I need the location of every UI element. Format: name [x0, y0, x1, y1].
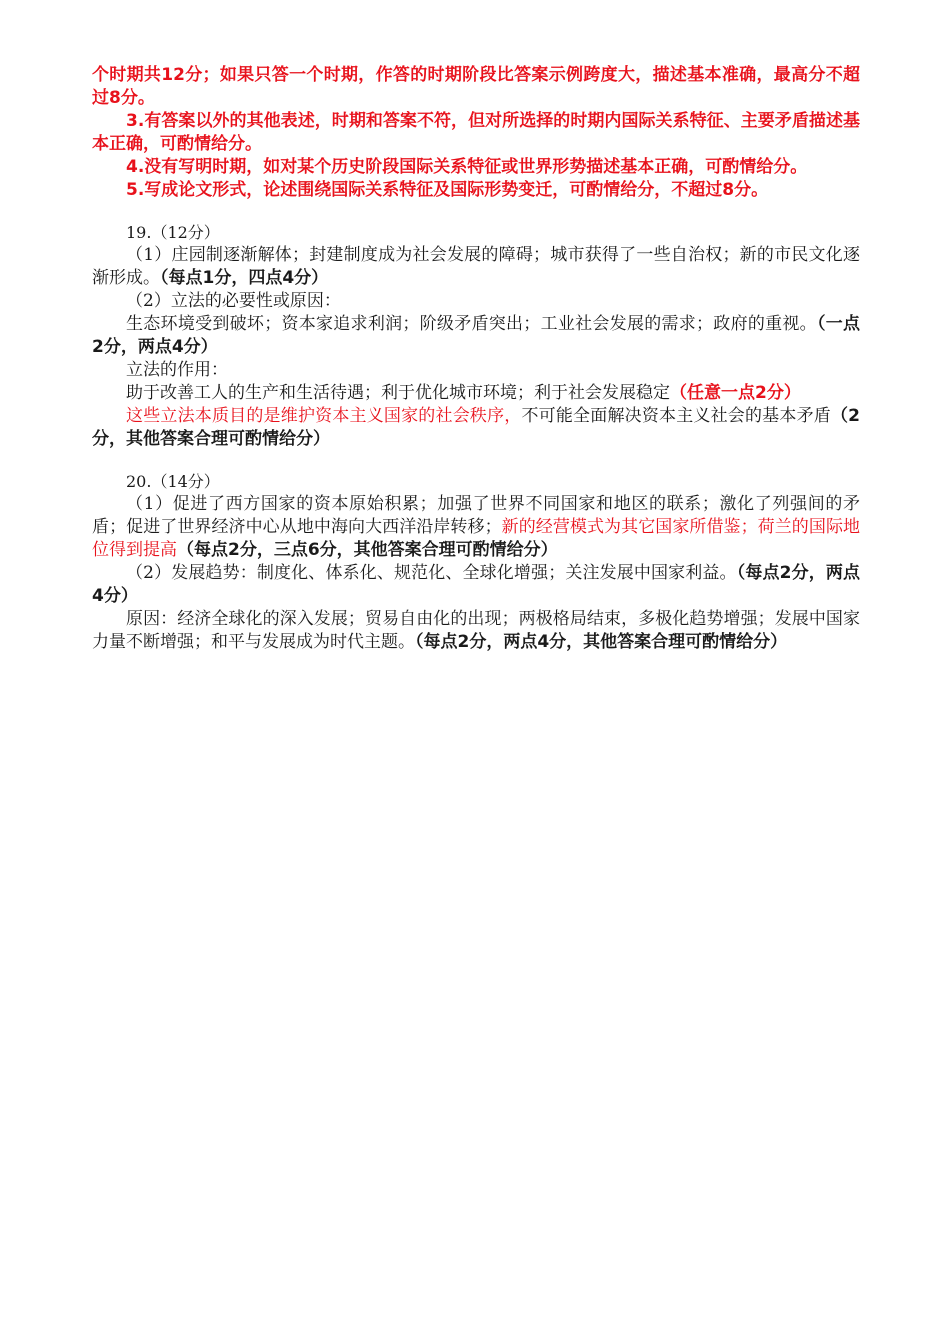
q19-part3-score: （任意一点2分） — [670, 383, 801, 403]
grading-note-4: 4.没有写明时期，如对某个历史阶段国际关系特征或世界形势描述基本正确，可酌情给分。 — [126, 157, 808, 177]
q20-part2 — [92, 562, 860, 608]
q19-part4-score: （2分，其他答案合理可酌情给分） — [92, 406, 860, 449]
q19-part2-score: （一点2分，两点4分） — [92, 314, 861, 357]
answer-key-page — [92, 64, 860, 654]
q20-part1-text: （1）促进了西方国家的资本原始积累；加强了世界不同国家和地区的联系；激化了列强间的矛盾；促进了世界经济中心从地中海向大西洋沿岸转移； — [92, 494, 860, 537]
q20-part1-score: （每点2分，三点6分，其他答案合理可酌情给分） — [177, 540, 558, 560]
q19-part4-red-text: 这些立法本质目的是维护资本主义国家的社会秩序， — [126, 406, 522, 426]
q20-part2-score: （每点2分，两点4分） — [92, 563, 860, 606]
q20-part2-text: （2）发展趋势：制度化、体系化、规范化、全球化增强；关注发展中国家利益。 — [126, 563, 737, 583]
grading-note-continued: 个时期共12分；如果只答一个时期，作答的时期阶段比答案示例跨度大，描述基本准确，最高分不超过8分。 — [92, 65, 860, 108]
q19-header: 19.（12分） — [126, 223, 220, 242]
q19-part1-score: （每点1分，四点4分） — [160, 268, 329, 288]
q20-part1-red-text: 新的经营模式为其它国家所借鉴；荷兰的国际地位得到提高 — [92, 517, 861, 560]
q19-part2-text: 生态环境受到破坏；资本家追求利润；阶级矛盾突出；工业社会发展的需求；政府的重视。 — [126, 314, 817, 334]
q19-part4 — [92, 405, 860, 451]
q19-part3-label: 立法的作用： — [126, 360, 228, 380]
q19-part1 — [92, 244, 860, 290]
q20-part3 — [92, 608, 860, 654]
q20-part3-text: 原因：经济全球化的深入发展；贸易自由化的出现；两极格局结束，多极化趋势增强；发展中国家力量不断增强；和平与发展成为时代主题。 — [92, 609, 860, 652]
grading-note-5: 5.写成论文形式，论述围绕国际关系特征及国际形势变迁，可酌情给分，不超过8分。 — [126, 180, 769, 200]
q19-part4-text: 不可能全面解决资本主义社会的基本矛盾 — [521, 406, 831, 426]
q20-part1 — [92, 493, 860, 562]
q19-part3 — [92, 382, 860, 405]
q20-header: 20.（14分） — [126, 472, 220, 491]
q19-part1-text: （1）庄园制逐渐解体；封建制度成为社会发展的障碍；城市获得了一些自治权；新的市民文化逐渐形成。 — [92, 245, 860, 288]
q19-part2-label: （2）立法的必要性或原因： — [126, 291, 341, 311]
q20-part3-score: （每点2分，两点4分，其他答案合理可酌情给分） — [415, 632, 788, 652]
grading-note-3: 3.有答案以外的其他表述，时期和答案不符，但对所选择的时期内国际关系特征、主要矛盾描述基本正确，可酌情给分。 — [92, 111, 860, 154]
q19-part2 — [92, 313, 860, 359]
q19-part3-text: 助于改善工人的生产和生活待遇；利于优化城市环境；利于社会发展稳定 — [126, 383, 670, 403]
